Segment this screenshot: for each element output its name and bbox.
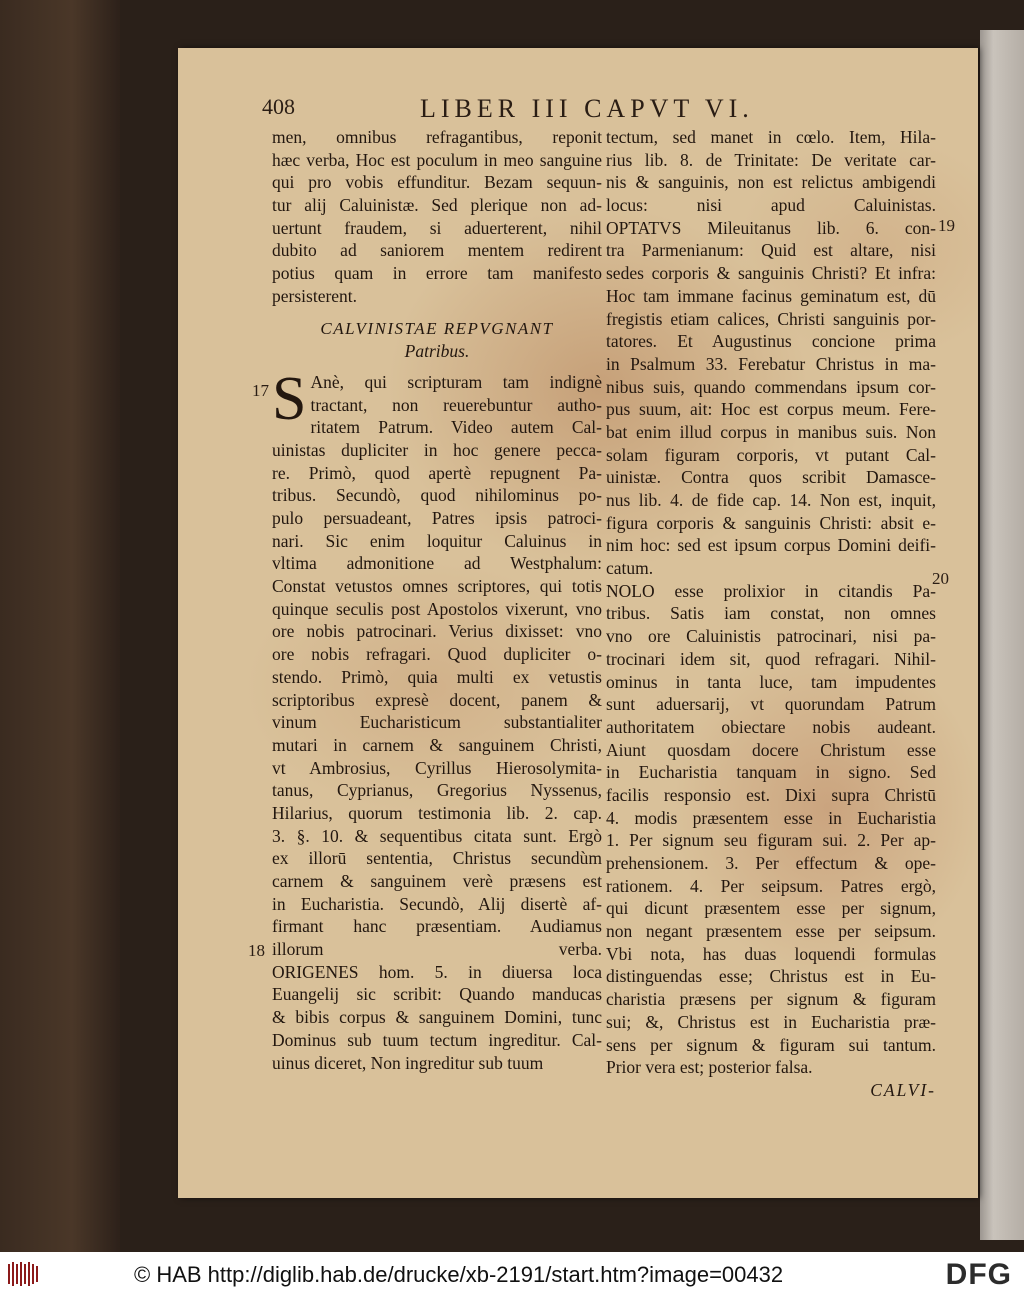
drop-capital: S [272, 364, 307, 433]
text-line: re. Primò, quod apertè repugnent Pa- [272, 462, 602, 483]
text-line: quinque seculis post Apostolos vixerunt, vno [272, 598, 602, 619]
text-line: OPTATVS Mileuitanus lib. 6. con- [606, 217, 936, 238]
text-line: in Eucharistia tanquam in signo. Sed [606, 762, 936, 783]
text-line: distinguendas esse; Christus est in Eu- [606, 966, 936, 987]
text-line: vno ore Caluinistis patrocinari, nisi pa- [606, 626, 936, 647]
text-line: Prior vera est; posterior falsa. [606, 1057, 813, 1078]
text-line: hæc verba, Hoc est poculum in meo sanguine [272, 149, 602, 170]
section-heading: CALVINISTAE REPVGNANT [320, 318, 554, 338]
text-line: pus suum, ait: Hoc est corpus meum. Fere- [606, 399, 936, 420]
text-line: tribus. Satis iam constat, non omnes [606, 603, 936, 624]
text-line: Dominus sub tuum tectum ingreditur. Cal- [272, 1029, 602, 1050]
text-line: potius quam in errore tam manifesto [272, 263, 602, 284]
text-line: tra Parmenianum: Quid est altare, nisi [606, 240, 936, 261]
text-line: 3. §. 10. & sequentibus citata sunt. Ergò [272, 825, 602, 846]
text-line: in Eucharistia. Secundò, Alij disertè af- [272, 893, 602, 914]
book-edge [0, 0, 120, 1252]
dfg-logo: DFG [945, 1258, 1012, 1291]
margin-number: 20 [932, 569, 949, 588]
text-line: figura corporis & sanguinis Christi: absit e- [606, 512, 936, 533]
right-column [606, 126, 936, 1102]
text-line: Constat vetustos omnes scriptores, qui totis [272, 576, 602, 597]
text-line: ore nobis patrocinari. Verius dixisset: vno [272, 621, 602, 642]
text-line: Vbi nota, has duas loquendi formulas [606, 943, 936, 964]
text-line: facilis responsio est. Dixi supra Christū [606, 784, 936, 805]
text-line: qui pro vobis effunditur. Bezam sequun- [272, 172, 602, 193]
text-line: 4. modis præsentem esse in Eucharistia [606, 807, 936, 828]
text-line: nis & sanguinis, non est relictus ambigendi [606, 172, 936, 193]
text-line: tractant, non reuerebuntur autho- [310, 394, 602, 415]
text-line: uinus diceret, Non ingreditur sub tuum [272, 1052, 544, 1073]
text-line: catum. [606, 558, 654, 579]
copyright-link[interactable]: © HAB http://diglib.hab.de/drucke/xb-2191/start.htm?image=00432 [134, 1262, 784, 1287]
text-line: 1. Per signum seu figuram sui. 2. Per ap- [606, 830, 936, 851]
text-line: Euangelij sic scribit: Quando manducas [272, 984, 602, 1005]
text-line: sedes corporis & sanguinis Christi? Et infra: [606, 263, 936, 284]
text-line: tanus, Cyprianus, Gregorius Nyssenus, [272, 780, 602, 801]
text-line: firmant hanc præsentiam. Audiamus [272, 916, 602, 937]
margin-number: 18 [248, 941, 265, 960]
text-line: Hoc tam immane facinus geminatum est, dū [606, 285, 936, 306]
text-line: Aiunt quosdam docere Christum esse [606, 739, 936, 760]
text-line: uertunt fraudem, si aduerterent, nihil [272, 217, 602, 238]
text-line: dubito ad saniorem mentem redirent [272, 240, 602, 261]
library-logo-icon [6, 1260, 40, 1288]
next-page-strip [980, 30, 1024, 1240]
text-line: pulo persuadeant, Patres ipsis patroci- [272, 508, 602, 528]
text-line: rius lib. 8. de Trinitate: De veritate car- [606, 149, 936, 170]
footer-bar [0, 1252, 1024, 1295]
text-line: qui dicunt præsentem esse per signum, [606, 898, 936, 919]
text-line: uinistas dupliciter in hoc genere pecca- [272, 439, 602, 460]
text-line: & bibis corpus & sanguinem Domini, tunc [272, 1007, 602, 1028]
margin-number: 17 [252, 381, 269, 400]
text-line: tatores. Et Augustinus concione prima [606, 331, 936, 352]
text-line: mutari in carnem & sanguinem Christi, [272, 734, 602, 755]
text-line: ominus in tanta luce, tam impudentes [606, 671, 936, 692]
text-line: tur alij Caluinistæ. Sed plerique non ad- [272, 195, 602, 216]
text-line: locus: nisi apud Caluinistas. [606, 195, 936, 216]
text-line: uinistæ. Contra quos scribit Damasce- [606, 467, 936, 488]
text-line: ex illorū sententia, Christus secundùm [272, 848, 602, 869]
text-line: bat enim illud corpus in manibus suis. Non [606, 421, 936, 442]
text-line: ORIGENES hom. 5. in diuersa loca [272, 961, 602, 982]
text-line: sunt aduersarij, vt quorundam Patrum [606, 694, 936, 715]
text-line: sens per signum & figuram sui tantum. [606, 1034, 936, 1055]
text-line: Hilarius, quorum testimonia lib. 2. cap. [272, 802, 602, 823]
page-number: 408 [262, 94, 295, 119]
text-line: charistia præsens per signum & figuram [606, 989, 936, 1010]
text-line: Anè, qui scripturam tam indignè [310, 371, 602, 392]
text-line: illorum verba. [272, 939, 602, 960]
text-line: NOLO esse prolixior in citandis Pa- [606, 580, 936, 601]
text-line: nim hoc: sed est ipsum corpus Domini deifi- [606, 535, 936, 556]
running-title: LIBER III CAPVT VI. [420, 94, 754, 123]
text-line: sui; &, Christus est in Eucharistia præ- [606, 1011, 936, 1032]
text-line: solam figuram corporis, vt putant Cal- [606, 444, 936, 465]
text-line: non negant præsentem esse per seipsum. [606, 921, 936, 942]
text-line: ore nobis refragari. Quod dupliciter o- [272, 644, 602, 665]
text-line: vltima admonitione ad Westphalum: [272, 553, 602, 574]
text-line: men, omnibus refragantibus, reponit [272, 127, 602, 147]
text-line: stendo. Primò, quia multi ex vetustis [272, 666, 602, 687]
text-line: rationem. 4. Per seipsum. Patres ergò, [606, 875, 936, 896]
text-line: carnem & sanguinem verè præsens est [272, 871, 602, 891]
text-line: tectum, sed manet in cœlo. Item, Hila- [606, 127, 936, 147]
text-line: fregistis etiam calices, Christi sanguinis por- [606, 308, 936, 329]
catchword: CALVI- [870, 1079, 936, 1100]
section-subheading: Patribus. [404, 341, 470, 362]
text-line: vt Ambrosius, Cyrillus Hierosolymita- [272, 757, 602, 778]
text-line: tribus. Secundò, quod nihilominus po- [272, 485, 602, 506]
margin-number: 19 [938, 216, 955, 235]
text-line: trocinari idem sit, quod refragari. Nihil- [606, 648, 936, 669]
text-line: nus lib. 4. de fide cap. 14. Non est, inquit, [606, 490, 936, 510]
text-line: authoritatem obiectare nobis audeant. [606, 716, 936, 737]
text-line: ritatem Patrum. Video autem Cal- [310, 417, 602, 438]
text-line: persisterent. [272, 285, 358, 306]
text-line: prehensionem. 3. Per effectum & ope- [606, 853, 936, 873]
left-column [272, 126, 602, 1074]
running-head [262, 94, 802, 124]
text-line: vinum Eucharisticum substantialiter [272, 712, 602, 733]
text-line: in Psalmum 33. Ferebatur Christus in ma- [606, 353, 936, 374]
text-line: nibus suis, quando commendans ipsum cor- [606, 376, 936, 397]
text-line: nari. Sic enim loquitur Caluinus in [272, 530, 602, 551]
text-line: scriptoribus expresè docent, panem & [272, 689, 602, 710]
